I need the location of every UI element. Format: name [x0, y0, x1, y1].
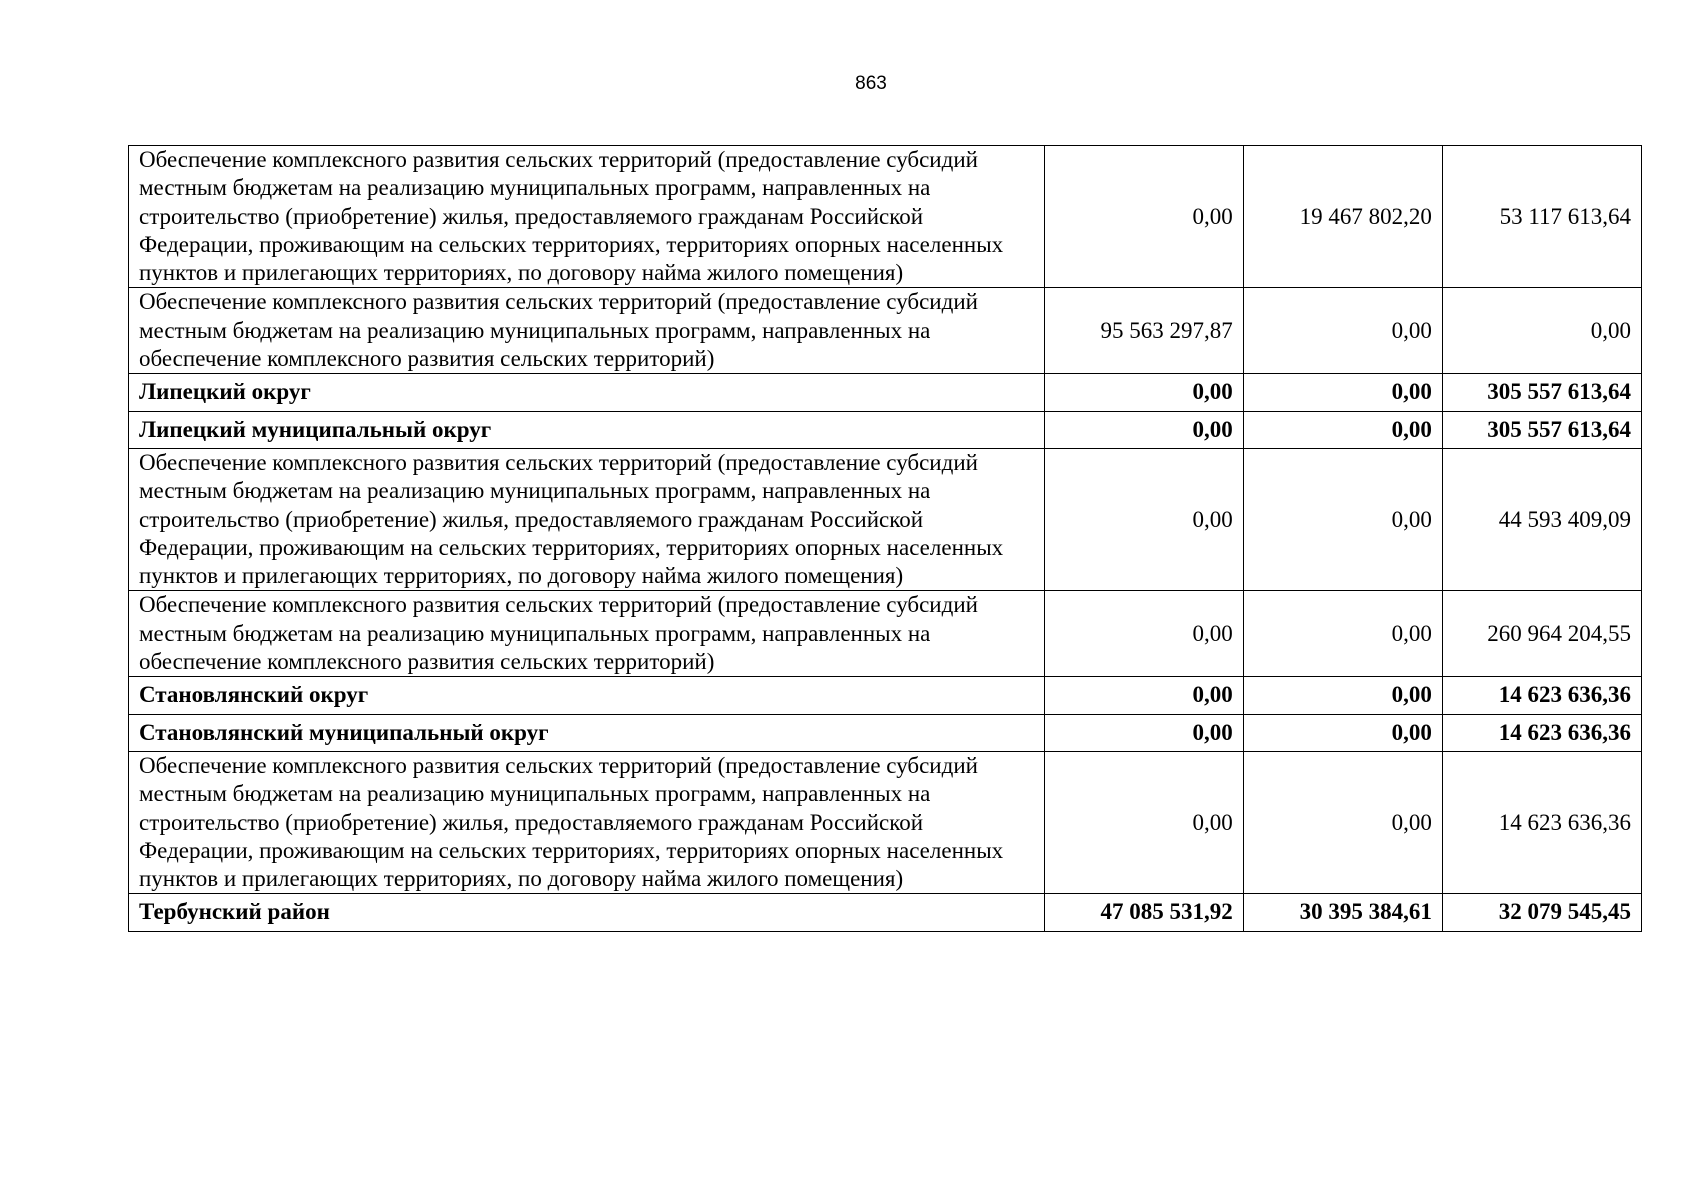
table-row [129, 591, 1642, 677]
amount-cell-2: 0,00 [1243, 714, 1442, 751]
section-total-row [129, 894, 1642, 931]
amount-cell-2: 0,00 [1243, 677, 1442, 714]
table-row [129, 448, 1642, 590]
row-description-cell: Обеспечение комплексного развития сельских территорий (предоставление субсидий местным бюджетам на реализацию муниципальных программ, направленных на обеспечение комплексного развития сельских территорий) [129, 288, 1045, 374]
section-name-cell: Становлянский муниципальный округ [129, 714, 1045, 751]
amount-cell-3: 260 964 204,55 [1442, 591, 1641, 677]
section-total-row [129, 677, 1642, 714]
amount-cell-2: 19 467 802,20 [1243, 146, 1442, 288]
amount-cell-1: 0,00 [1044, 751, 1243, 893]
amount-cell-3: 44 593 409,09 [1442, 448, 1641, 590]
amount-cell-3: 305 557 613,64 [1442, 411, 1641, 448]
amount-cell-2: 0,00 [1243, 411, 1442, 448]
amount-cell-3: 0,00 [1442, 288, 1641, 374]
row-description-cell: Обеспечение комплексного развития сельских территорий (предоставление субсидий местным бюджетам на реализацию муниципальных программ, направленных на строительство (приобретение) жилья, предоставляемого гражданам Российской Федерации, проживающим на сельских территориях, территориях опорных населенных пунктов и прилегающих территориях, по договору найма жилого помещения) [129, 146, 1045, 288]
section-name-cell: Становлянский округ [129, 677, 1045, 714]
page-number: 863 [855, 73, 887, 94]
amount-cell-2: 0,00 [1243, 288, 1442, 374]
amount-cell-3: 14 623 636,36 [1442, 677, 1641, 714]
amount-cell-1: 0,00 [1044, 374, 1243, 411]
amount-cell-1: 0,00 [1044, 677, 1243, 714]
section-total-row [129, 374, 1642, 411]
amount-cell-1: 0,00 [1044, 448, 1243, 590]
amount-cell-3: 14 623 636,36 [1442, 751, 1641, 893]
amount-cell-3: 305 557 613,64 [1442, 374, 1641, 411]
amount-cell-1: 0,00 [1044, 714, 1243, 751]
table-row [129, 288, 1642, 374]
amount-cell-1: 47 085 531,92 [1044, 894, 1243, 931]
amount-cell-3: 32 079 545,45 [1442, 894, 1641, 931]
row-description-cell: Обеспечение комплексного развития сельских территорий (предоставление субсидий местным бюджетам на реализацию муниципальных программ, направленных на строительство (приобретение) жилья, предоставляемого гражданам Российской Федерации, проживающим на сельских территориях, территориях опорных населенных пунктов и прилегающих территориях, по договору найма жилого помещения) [129, 448, 1045, 590]
amount-cell-1: 95 563 297,87 [1044, 288, 1243, 374]
section-name-cell: Тербунский район [129, 894, 1045, 931]
table-row [129, 146, 1642, 288]
amount-cell-1: 0,00 [1044, 411, 1243, 448]
section-total-row [129, 714, 1642, 751]
row-description-cell: Обеспечение комплексного развития сельских территорий (предоставление субсидий местным бюджетам на реализацию муниципальных программ, направленных на строительство (приобретение) жилья, предоставляемого гражданам Российской Федерации, проживающим на сельских территориях, территориях опорных населенных пунктов и прилегающих территориях, по договору найма жилого помещения) [129, 751, 1045, 893]
section-total-row [129, 411, 1642, 448]
amount-cell-2: 0,00 [1243, 374, 1442, 411]
amount-cell-2: 0,00 [1243, 751, 1442, 893]
row-description-cell: Обеспечение комплексного развития сельских территорий (предоставление субсидий местным бюджетам на реализацию муниципальных программ, направленных на обеспечение комплексного развития сельских территорий) [129, 591, 1045, 677]
amount-cell-2: 0,00 [1243, 591, 1442, 677]
budget-table [128, 145, 1642, 932]
table-row [129, 751, 1642, 893]
amount-cell-2: 30 395 384,61 [1243, 894, 1442, 931]
table-body [129, 146, 1642, 932]
amount-cell-3: 53 117 613,64 [1442, 146, 1641, 288]
section-name-cell: Липецкий муниципальный округ [129, 411, 1045, 448]
section-name-cell: Липецкий округ [129, 374, 1045, 411]
amount-cell-3: 14 623 636,36 [1442, 714, 1641, 751]
amount-cell-1: 0,00 [1044, 146, 1243, 288]
amount-cell-1: 0,00 [1044, 591, 1243, 677]
amount-cell-2: 0,00 [1243, 448, 1442, 590]
